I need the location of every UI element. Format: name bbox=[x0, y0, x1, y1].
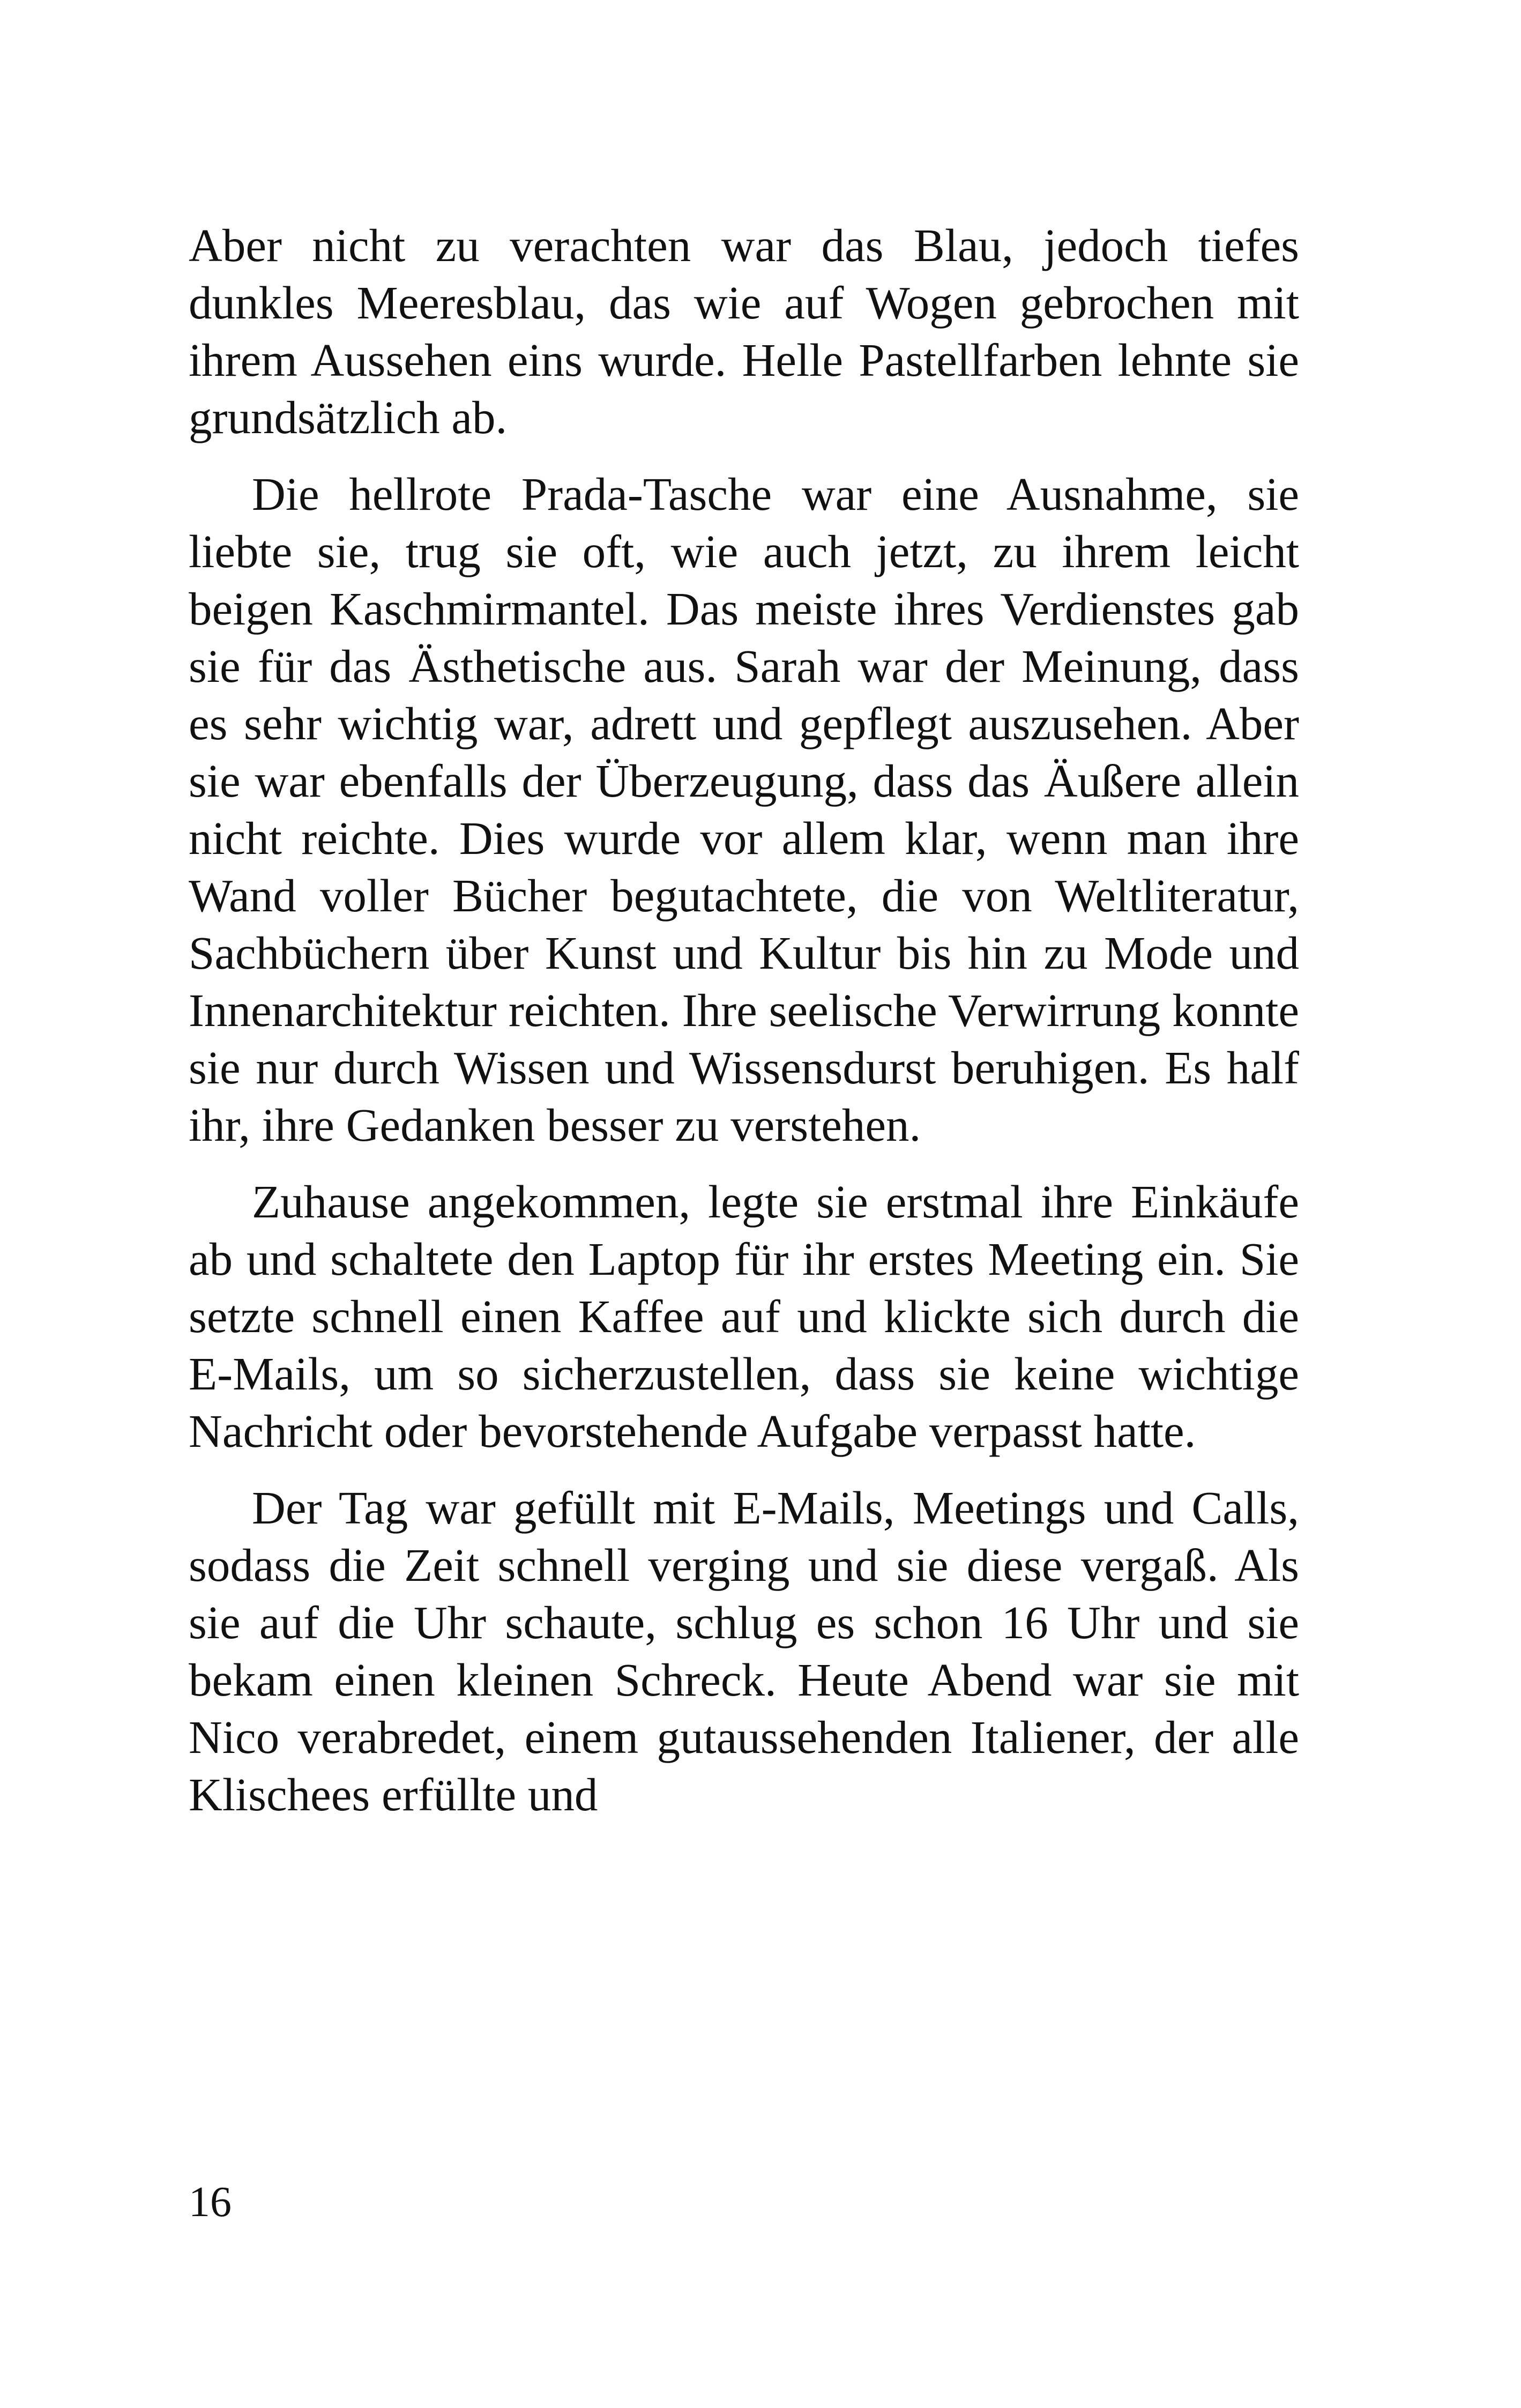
paragraph-3: Zuhause angekommen, legte sie erstmal ihre Einkäufe ab und schaltete den Laptop für ihr erstes Meeting ein. Sie setzte schnell einen Kaffee auf und klickte sich durch die E-Mails, um so sicherzustellen, dass sie keine wichtige Nachricht oder bevorstehende Aufgabe verpasst hatte. bbox=[189, 1176, 1299, 1457]
body-text bbox=[189, 217, 1299, 1842]
paragraph-4: Der Tag war gefüllt mit E-Mails, Meetings und Calls, sodass die Zeit schnell verging und sie diese vergaß. Als sie auf die Uhr schaute, schlug es schon 16 Uhr und sie bekam einen kleinen Schreck. Heute Abend war sie mit Nico verabredet, einem gutaussehenden Italiener, der alle Klischees erfüllte und bbox=[189, 1482, 1299, 1820]
page-number: 16 bbox=[189, 2179, 232, 2226]
paragraph-1: Aber nicht zu verachten war das Blau, jedoch tiefes dunkles Meeresblau, das wie auf Wogen gebrochen mit ihrem Aussehen eins wurde. Helle Pastellfarben lehnte sie grundsätzlich ab. bbox=[189, 219, 1299, 443]
paragraph-2: Die hellrote Prada-Tasche war eine Ausnahme, sie liebte sie, trug sie oft, wie auch jetzt, zu ihrem leicht beigen Kaschmirmantel. Das meiste ihres Verdienstes gab sie für das Ästhetische aus. Sarah war der Meinung, dass es sehr wichtig war, adrett und gepflegt auszusehen. Aber sie war ebenfalls der Überzeugung, dass das Äußere allein nicht reichte. Dies wurde vor allem klar, wenn man ihre Wand voller Bücher begutachtete, die von Weltliteratur, Sachbüchern über Kunst und Kultur bis hin zu Mode und Innenarchitektur reichten. Ihre seelische Verwirrung konnte sie nur durch Wissen und Wissensdurst beruhigen. Es half ihr, ihre Gedanken besser zu verstehen. bbox=[189, 468, 1299, 1151]
